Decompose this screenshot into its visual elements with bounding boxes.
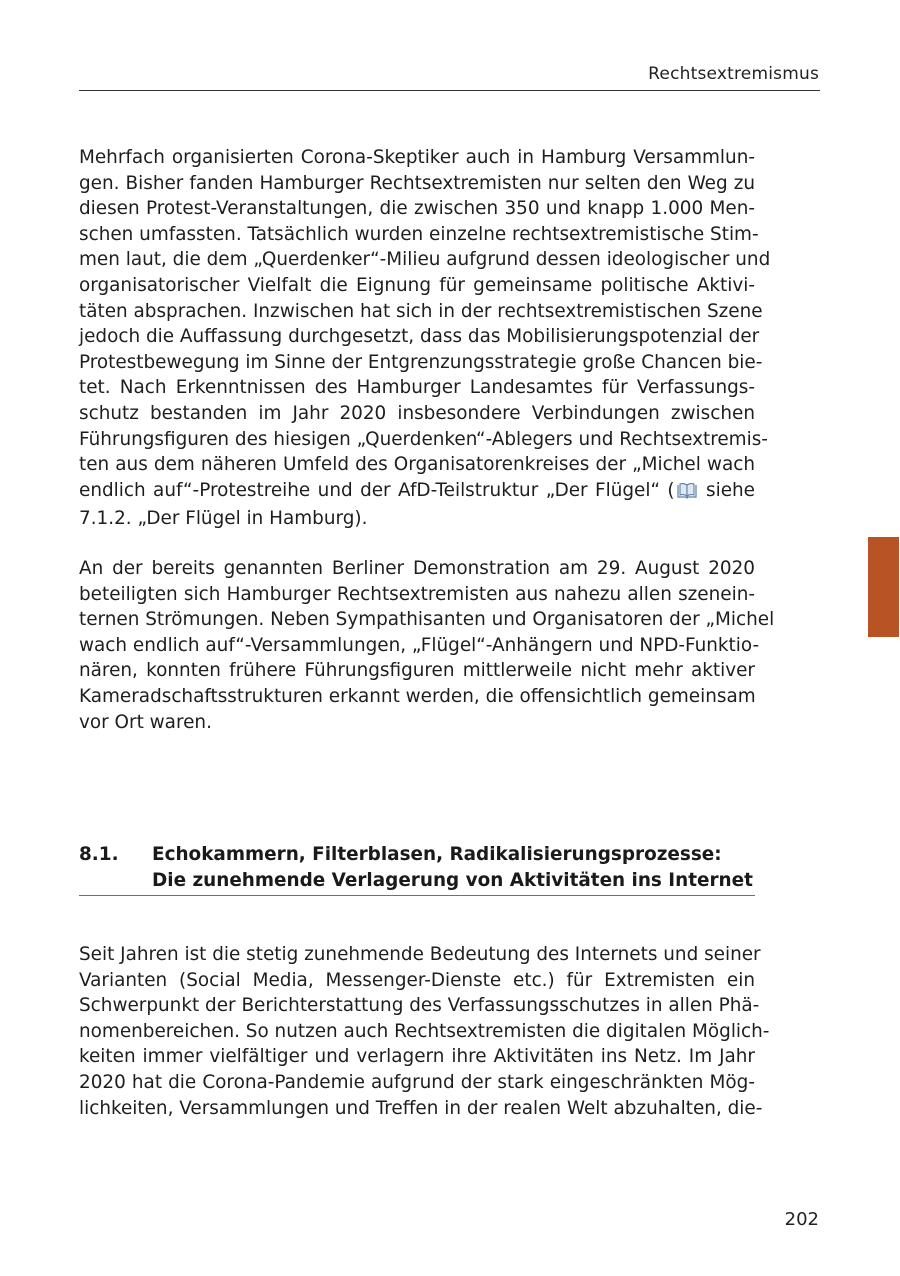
paragraph-line: ternen Strömungen. Neben Sympathisanten und Organisatoren der „Michel (79, 609, 775, 631)
section-number: 8.1. (79, 844, 119, 865)
paragraph-line: 2020 hat die Corona-Pandemie aufgrund der stark eingeschränkten Mög- (79, 1071, 755, 1093)
section-title-line: Die zunehmende Verlagerung von Aktivitäten ins Internet (152, 869, 753, 891)
paragraph-line: schen umfassten. Tatsächlich wurden einzelne rechtsextremistische Stim- (79, 223, 759, 245)
paragraph-line: Seit Jahren ist die stetig zunehmende Bedeutung des Internets und seiner (79, 944, 761, 965)
paragraph-line: Mehrfach organisierten Corona-Skeptiker auch in Hamburg Versammlun- (79, 147, 755, 168)
paragraph-line: tet. Nach Erkenntnissen des Hamburger Landesamtes für Verfassungs- (79, 377, 755, 399)
ref-text-after: siehe (698, 479, 755, 501)
paragraph-line: organisatorischer Vielfalt die Eignung für gemeinsame politische Aktivi- (79, 274, 755, 296)
paragraph-1 (79, 145, 771, 532)
paragraph-line: jedoch die Auffassung durchgesetzt, dass das Mobilisierungspotenzial der (79, 326, 760, 348)
paragraph-line: gen. Bisher fanden Hamburger Rechtsextremisten nur selten den Weg zu (79, 172, 755, 194)
paragraph-line: ten aus dem näheren Umfeld des Organisatorenkreises der „Michel wach (79, 454, 755, 476)
paragraph-3 (79, 942, 770, 1121)
paragraph-2 (79, 556, 775, 735)
paragraph-line: lichkeiten, Versammlungen und Treffen in der realen Welt abzuhalten, die- (79, 1097, 763, 1119)
paragraph-line: An der bereits genannten Berliner Demonstration am 29. August 2020 (79, 558, 755, 579)
ref-text-before: endlich auf“-Protestreihe und der AfD-Teilstruktur „Der Flügel“ ( (79, 479, 675, 501)
paragraph-line: diesen Protest-Veranstaltungen, die zwischen 350 und knapp 1.000 Men- (79, 198, 755, 220)
paragraph-line: Führungsfiguren des hiesigen „Querdenken“-Ablegers und Rechtsextremis- (79, 428, 768, 450)
book-icon[interactable] (677, 481, 697, 507)
page-number: 202 (784, 1209, 819, 1230)
section-rule (79, 895, 755, 896)
running-header: Rechtsextremismus (648, 64, 819, 84)
header-rule (79, 90, 820, 91)
paragraph-line: täten absprachen. Inzwischen hat sich in der rechtsextremistischen Szene (79, 300, 763, 322)
section-heading (79, 842, 755, 893)
paragraph-line: vor Ort waren. (79, 711, 212, 733)
paragraph-line: Protestbewegung im Sinne der Entgrenzungsstrategie große Chancen bie- (79, 351, 763, 373)
section-title (152, 842, 755, 893)
paragraph-line: Varianten (Social Media, Messenger-Dienste etc.) für Extremisten ein (79, 969, 755, 991)
paragraph-line: nomenbereichen. So nutzen auch Rechtsextremisten die digitalen Möglich- (79, 1020, 770, 1042)
paragraph-line: wach endlich auf“-Versammlungen, „Flügel“-Anhängern und NPD-Funktio- (79, 634, 760, 656)
paragraph-line: keiten immer vielfältiger und verlagern ihre Aktivitäten ins Netz. Im Jahr (79, 1046, 755, 1068)
paragraph-line: nären, konnten frühere Führungsfiguren mittlerweile nicht mehr aktiver (79, 660, 755, 682)
paragraph-line: men laut, die dem „Querdenker“-Milieu aufgrund dessen ideologischer und (79, 249, 771, 271)
paragraph-line: schutz bestanden im Jahr 2020 insbesondere Verbindungen zwischen (79, 402, 755, 424)
paragraph-line: Kameradschaftsstrukturen erkannt werden, die offensichtlich gemeinsam (79, 685, 756, 707)
paragraph-ref-line (79, 478, 755, 507)
chapter-side-tab (868, 537, 899, 637)
paragraph-line: Schwerpunkt der Berichterstattung des Verfassungsschutzes in allen Phä- (79, 995, 760, 1017)
paragraph-line: 7.1.2. „Der Flügel in Hamburg). (79, 508, 368, 530)
section-title-line: Echokammern, Filterblasen, Radikalisierungsprozesse: (152, 844, 722, 865)
paragraph-line: beteiligten sich Hamburger Rechtsextremisten aus nahezu allen szenein- (79, 583, 755, 605)
